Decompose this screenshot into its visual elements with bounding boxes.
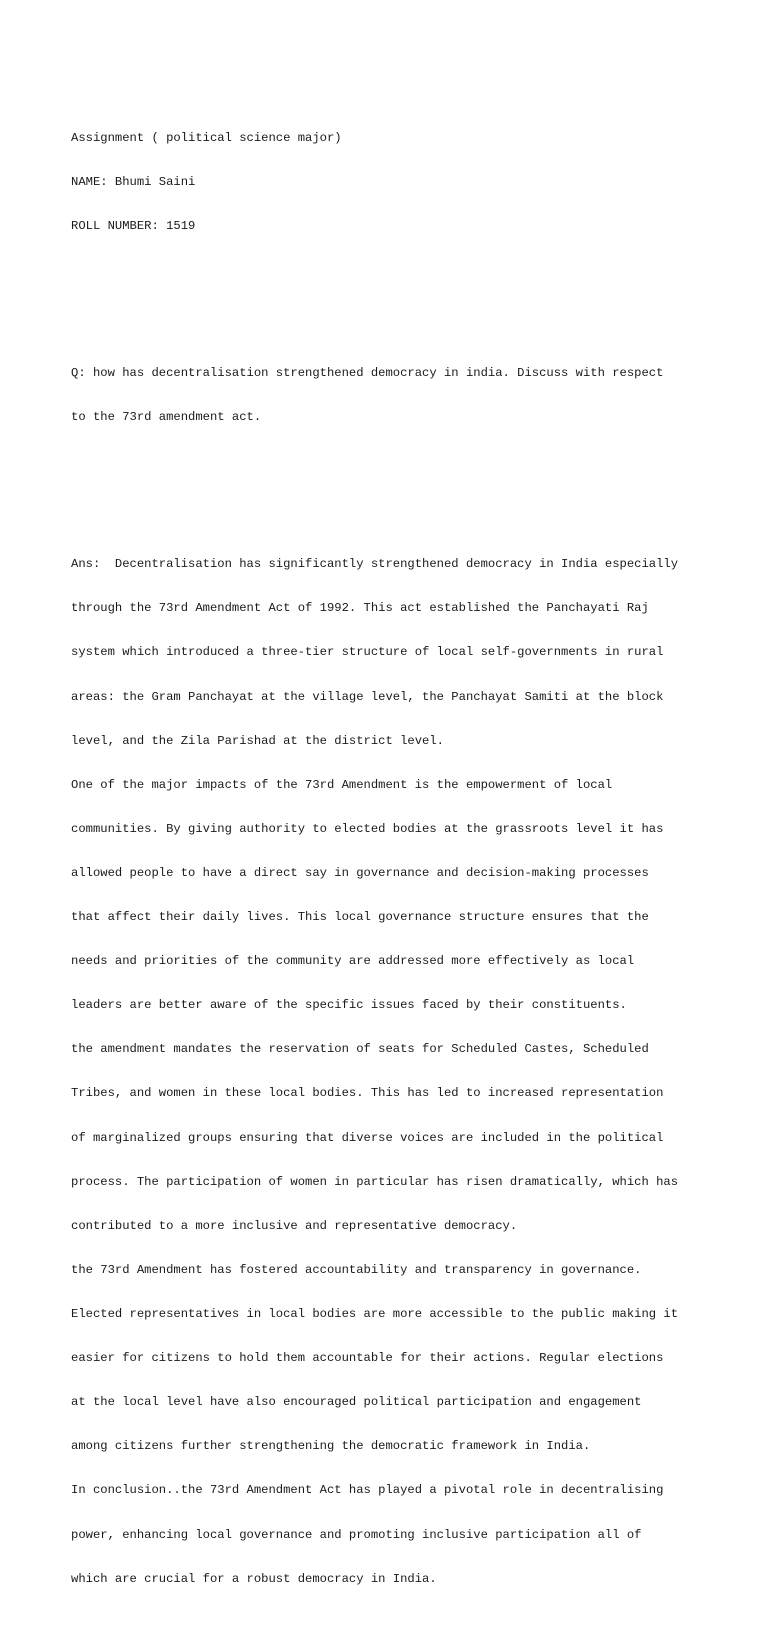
spacer [71, 293, 711, 308]
answer-line: areas: the Gram Panchayat at the village level, the Panchayat Samiti at the block [71, 689, 664, 704]
question-block [71, 337, 711, 455]
answer-line: of marginalized groups ensuring that diverse voices are included in the political [71, 1130, 664, 1145]
answer-line: the 73rd Amendment has fostered accountability and transparency in governance. [71, 1262, 642, 1277]
answer-line: Tribes, and women in these local bodies. This has led to increased representation [71, 1086, 664, 1101]
answer-line: system which introduced a three-tier structure of local self-governments in rural [71, 645, 664, 660]
answer-line: among citizens further strengthening the democratic framework in India. [71, 1439, 591, 1454]
answer-line: needs and priorities of the community are addressed more effectively as local [71, 954, 635, 969]
answer-line: which are crucial for a robust democracy in India. [71, 1571, 437, 1586]
answer-line: easier for citizens to hold them accountable for their actions. Regular elections [71, 1351, 664, 1366]
answer-line: allowed people to have a direct say in governance and decision-making processes [71, 865, 649, 880]
answer-line: the amendment mandates the reservation of seats for Scheduled Castes, Scheduled [71, 1042, 649, 1057]
answer-line: leaders are better aware of the specific issues faced by their constituents. [71, 998, 627, 1013]
answer-line: Elected representatives in local bodies are more accessible to the public making it [71, 1307, 679, 1322]
answer-line: contributed to a more inclusive and representative democracy. [71, 1218, 518, 1233]
question-line: to the 73rd amendment act. [71, 410, 262, 425]
answer-line: that affect their daily lives. This local governance structure ensures that the [71, 910, 649, 925]
student-name: NAME: Bhumi Saini [71, 174, 196, 189]
answer-line: Ans: Decentralisation has significantly strengthened democracy in India especially [71, 557, 679, 572]
header-block [71, 101, 711, 263]
answer-line: In conclusion..the 73rd Amendment Act has played a pivotal role in decentralising [71, 1483, 664, 1498]
answer-line: through the 73rd Amendment Act of 1992. This act established the Panchayati Raj [71, 601, 649, 616]
answer-line: communities. By giving authority to elected bodies at the grassroots level it has [71, 821, 664, 836]
answer-line: One of the major impacts of the 73rd Amendment is the empowerment of local [71, 777, 613, 792]
spacer [71, 484, 711, 499]
answer-line: process. The participation of women in particular has risen dramatically, which has [71, 1174, 679, 1189]
answer-line: power, enhancing local governance and promoting inclusive participation all of [71, 1527, 642, 1542]
answer-block [71, 528, 711, 1616]
roll-number: ROLL NUMBER: 1519 [71, 219, 196, 234]
answer-line: level, and the Zila Parishad at the district level. [71, 733, 444, 748]
answer-line: at the local level have also encouraged political participation and engagement [71, 1395, 642, 1410]
assignment-title: Assignment ( political science major) [71, 130, 342, 145]
document-page [71, 72, 711, 1631]
question-line: Q: how has decentralisation strengthened democracy in india. Discuss with respect [71, 366, 664, 381]
